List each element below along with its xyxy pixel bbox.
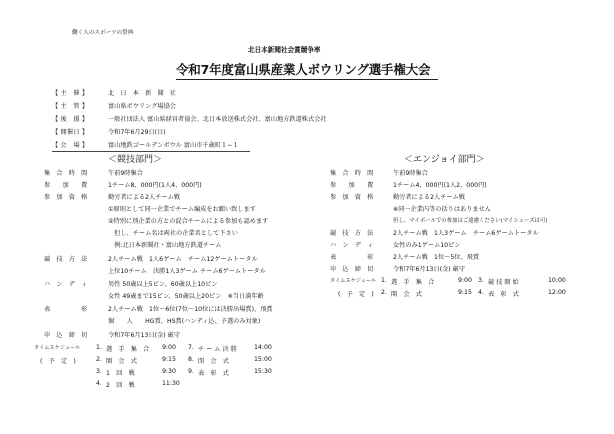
enjoy-schedule-label: タイムスケジュール: [330, 278, 377, 284]
enjoy-value-deadline: 令和7年6月13日(金) 厳守: [393, 266, 466, 273]
comp-sched-n1: 1.: [96, 344, 102, 351]
enjoy-sched-name1: 選 手 集 合: [391, 279, 435, 286]
info-label-manager: 【 主 管 】: [52, 103, 89, 110]
comp-sched-time3: 9:30: [162, 368, 176, 375]
info-value-venue: 富山地鉄ゴールデンボウル 富山市千歳町１−１: [108, 142, 239, 149]
info-label-venue: 【 会 場 】: [52, 142, 89, 149]
enjoy-sched-name3: 競 技 開 始: [488, 279, 519, 286]
competition-header: ＜競技部門＞: [108, 155, 163, 165]
enjoy-value-gather: 午前9時集合: [393, 170, 428, 177]
comp-label-handicap: ハ ン デ ィ: [44, 281, 88, 288]
comp-sched-name1: 選 手 集 合: [106, 346, 150, 353]
enjoy-value-fee: 1チーム4，000円(1人2，000円): [393, 182, 487, 189]
comp-sched-name3: 1 回 戦: [106, 370, 135, 377]
comp-note-3: 但し、チーム名は両社の企業名として下さい: [108, 230, 238, 237]
enjoy-note-1: ※同一企業内等の括りはありません: [393, 206, 491, 213]
title-underline: [176, 79, 438, 80]
enjoy-sched-time3: 10:00: [548, 277, 566, 284]
comp-sched-name9: 表 彰 式: [198, 370, 229, 377]
comp-value-award: 2人チーム戦 1位～6位(7位～10位には決勝出場賞)、飛賞: [108, 306, 273, 313]
comp-sched-time2: 9:15: [162, 356, 176, 363]
comp-sched-time1: 9:00: [162, 344, 176, 351]
comp-value-deadline: 令和7年6月13日(金) 厳守: [108, 332, 181, 339]
comp-label-method: 競 技 方 法: [44, 256, 88, 263]
enjoy-value-award: 2人チーム戦 1位～5位、飛賞: [393, 254, 480, 261]
comp-value-handicap-2: 女性 49歳まで15ピン、50歳以上20ピン ※当日満年齢: [108, 293, 264, 300]
comp-value-eligibility: 勤労者による2人チーム戦: [108, 194, 180, 201]
enjoy-sched-n4: 4.: [478, 289, 484, 296]
comp-value-fee: 1チーム8，000円(1人4，000円): [108, 182, 202, 189]
comp-schedule-sub: ( 予 定 ): [40, 358, 76, 365]
enjoy-label-award: 表 彰: [330, 254, 374, 261]
enjoy-note-2: 但し、マイボールでの参加はご遠慮ください(マイシューズは可): [393, 218, 548, 224]
comp-label-gather: 集 合 時 間: [44, 170, 88, 177]
comp-sched-n2: 2.: [96, 356, 102, 363]
comp-sched-n4: 4.: [96, 380, 102, 387]
organizer-line: 北日本新聞社会賞競争率: [248, 46, 321, 54]
comp-note-2: ②特別に別企業の方との混合チームによる参加も認めます: [108, 218, 269, 225]
enjoy-header: ＜エンジョイ部門＞: [404, 155, 485, 165]
comp-value-method-2: 上位10チーム 決勝1人3ゲーム チーム6ゲームトータル: [108, 268, 266, 275]
comp-value-award-2: 個 人 HG賞、HS賞(ハンディ込、予選のみ対象): [108, 318, 261, 325]
enjoy-value-handicap: 女性のみ1ゲーム10ピン: [393, 242, 461, 249]
enjoy-value-eligibility: 勤労者による2人チーム戦: [393, 194, 465, 201]
info-value-host: 北 日 本 新 聞 社: [108, 90, 177, 97]
page-title: 令和7年度富山県産業人ボウリング選手権大会: [176, 62, 431, 77]
comp-sched-name4: 2 回 戦: [106, 382, 135, 389]
comp-value-gather: 午前9時集合: [108, 170, 143, 177]
comp-label-fee: 参 加 費: [44, 182, 88, 189]
comp-sched-n7: 7.: [188, 344, 194, 351]
info-label-date: 【 開催日 】: [52, 129, 89, 136]
comp-schedule-label: タイムスケジュール: [34, 345, 81, 351]
comp-note-1: ①原則として同一企業でチーム編成をお願い致します: [108, 206, 256, 213]
enjoy-value-method: 2人チーム戦 1人3ゲーム チーム6ゲームトータル: [393, 230, 539, 237]
enjoy-sched-n1: 1.: [381, 277, 387, 284]
comp-sched-n9: 9.: [188, 368, 194, 375]
enjoy-sched-n2: 2.: [381, 289, 387, 296]
enjoy-label-fee: 参 加 費: [330, 182, 374, 189]
enjoy-schedule-sub: ( 予 定 ): [338, 291, 374, 298]
comp-sched-n3: 3.: [96, 368, 102, 375]
enjoy-sched-name4: 表 彰 式: [488, 291, 519, 298]
comp-sched-time4: 11:30: [162, 380, 180, 387]
enjoy-label-handicap: ハ ン デ ィ: [330, 242, 374, 249]
enjoy-sched-time2: 9:15: [458, 289, 472, 296]
comp-sched-time7: 14:00: [254, 344, 272, 351]
comp-sched-name2: 開 会 式: [106, 358, 137, 365]
comp-value-handicap: 男性 50歳以上5ピン、60歳以上10ピン: [108, 281, 218, 288]
comp-sched-name7: チ ー ム 決 勝: [198, 346, 237, 353]
info-label-sponsor: 【 後 援 】: [52, 116, 89, 123]
comp-sched-time9: 15:30: [254, 368, 272, 375]
comp-label-deadline: 申 込 締 切: [44, 332, 88, 339]
info-label-host: 【 主 催 】: [52, 90, 89, 97]
enjoy-sched-time4: 12:00: [548, 289, 566, 296]
info-value-manager: 富山県ボウリング場協会: [108, 103, 176, 110]
comp-sched-name8: 閉 会 式: [198, 358, 229, 365]
info-value-date: 令和7年6月29日(日): [108, 129, 166, 136]
enjoy-sched-time1: 9:00: [458, 277, 472, 284]
comp-label-award: 表 彰: [44, 306, 88, 313]
enjoy-sched-n3: 3.: [478, 277, 484, 284]
enjoy-label-deadline: 申 込 締 切: [330, 266, 374, 273]
comp-note-4: 例:北日本新聞社・富山地方鉄道チーム: [108, 242, 222, 249]
comp-value-method: 2人チーム戦 1人6ゲーム チーム12ゲームトータル: [108, 256, 258, 263]
comp-sched-n8: 8.: [188, 356, 194, 363]
top-tagline: 働く人のスポーツの祭典: [72, 30, 134, 36]
enjoy-sched-name2: 開 会 式: [391, 291, 422, 298]
info-value-sponsor: 一般社団法人 富山県経営者協会、北日本放送株式会社、富山地方鉄道株式会社: [108, 116, 327, 123]
comp-label-eligibility: 参 加 資 格: [44, 194, 88, 201]
enjoy-label-gather: 集 合 時 間: [330, 170, 374, 177]
enjoy-label-method: 競 技 方 法: [330, 230, 374, 237]
enjoy-label-eligibility: 参 加 資 格: [330, 194, 374, 201]
comp-sched-time8: 15:00: [254, 356, 272, 363]
